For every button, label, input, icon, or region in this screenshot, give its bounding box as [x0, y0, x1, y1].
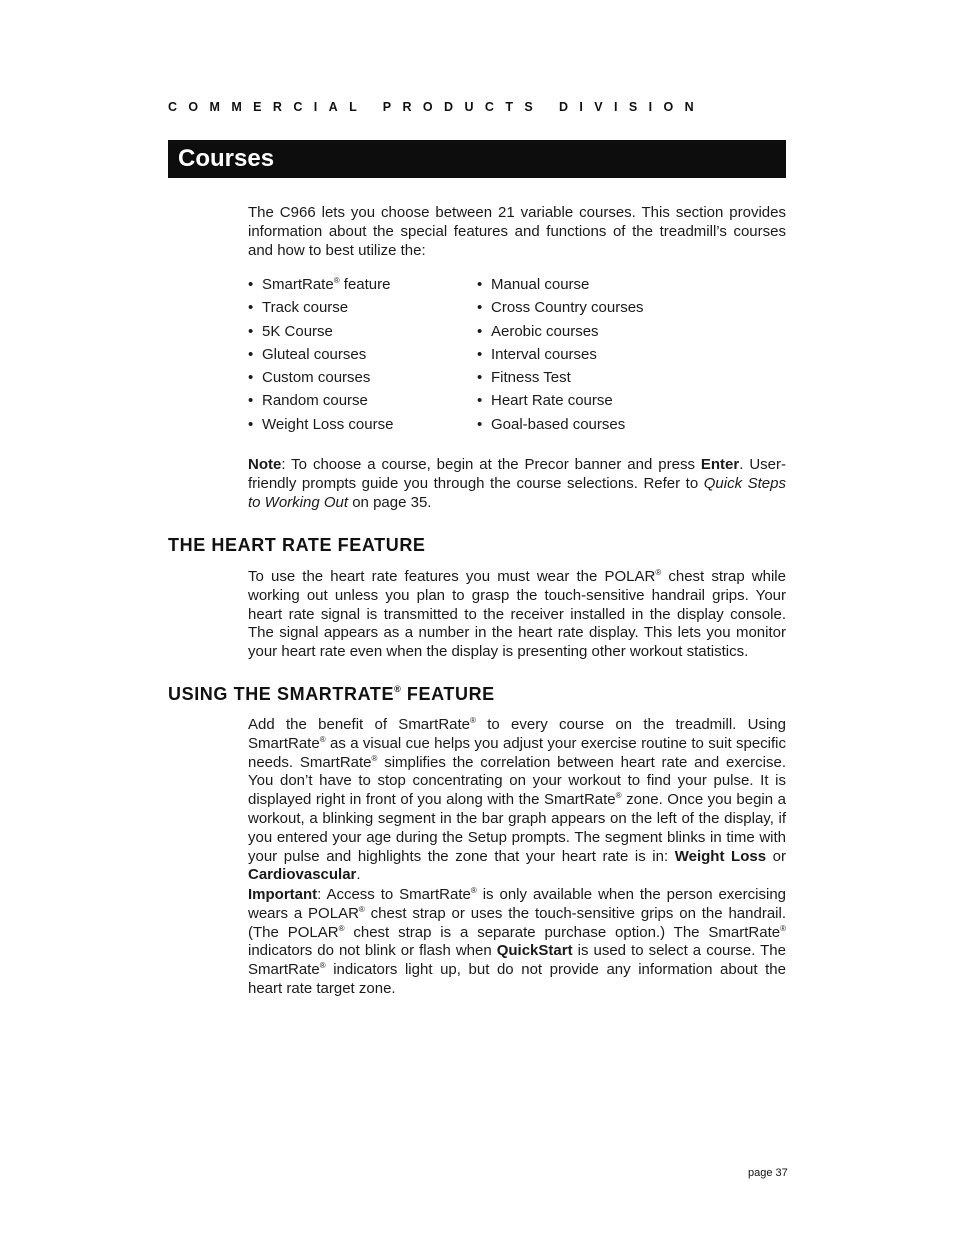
list-item: • Aerobic courses [477, 323, 644, 346]
heart-rate-heading: THE HEART RATE FEATURE [168, 535, 426, 555]
list-item: • Gluteal courses [248, 346, 393, 369]
list-item: • Track course [248, 299, 393, 322]
note-paragraph: Note: To choose a course, begin at the Precor banner and press Enter. User-friendly prompts guide you through the course selections. Refer to Quick Steps to Working Out on page 35. [248, 456, 787, 511]
list-item: • Random course [248, 392, 393, 415]
division-header: COMMERCIAL PRODUCTS DIVISION [168, 100, 706, 114]
heart-rate-paragraph: To use the heart rate features you must wear the POLAR® chest strap while working out unless you plan to grasp the touch-sensitive handrail grips. Your heart rate signal is transmitted to the receiver installed in the display console. The signal appears as a number in the heart rate display. This lets you monitor your heart rate even when the display is presenting other workout statistics. [248, 568, 786, 661]
smartrate-paragraph: Add the benefit of SmartRate® to every course on the treadmill. Using SmartRate® as a visual cue helps you adjust your exercise routine to suit specific needs. SmartRate® simplifies the correlation between heart rate and exercise. You don’t have to stop concentrating on your workout to find your pulse. It is displayed right in front of you along with the SmartRate® zone. Once you begin a workout, a blinking segment in the bar graph appears on the left of the display, if you entered your age during the Setup prompts. The segment blinks in time with your pulse and highlights the zone that your heart rate is in: Weight Loss or Cardiovascular. [248, 716, 786, 884]
cardiovascular-zone: Cardiovascular [248, 866, 357, 884]
list-item: • Cross Country courses [477, 299, 644, 322]
page-title: Courses [168, 140, 786, 178]
list-item: • Fitness Test [477, 369, 644, 392]
important-paragraph: Important: Access to SmartRate® is only available when the person exercising wears a POLAR® chest strap or uses the touch-sensitive grips on the handrail. (The POLAR® chest strap is a separate purchase option.) The SmartRate® indicators do not blink or flash when QuickStart is used to select a course. The SmartRate® indicators light up, but do not provide any information about the heart rate target zone. [248, 886, 786, 997]
cross-reference: Quick Steps to Working Out [248, 474, 786, 511]
weight-loss-zone: Weight Loss [674, 847, 767, 865]
quickstart-label: QuickStart [496, 942, 573, 960]
page-number: page 37 [748, 1167, 788, 1179]
note-label: Note [248, 456, 282, 473]
smartrate-heading: USING THE SMARTRATE® FEATURE [168, 684, 495, 704]
list-item: • Manual course [477, 276, 644, 299]
important-label: Important [248, 886, 318, 903]
list-item: • 5K Course [248, 323, 393, 346]
enter-key-label: Enter [700, 456, 740, 473]
intro-paragraph: The C966 lets you choose between 21 variable courses. This section provides information about the special features and functions of the treadmill’s courses and how to best utilize the: [248, 204, 786, 259]
list-item: • Weight Loss course [248, 416, 393, 439]
course-list-left [248, 276, 393, 439]
list-item: • Heart Rate course [477, 392, 644, 415]
list-item: • SmartRate® feature [248, 276, 393, 299]
course-list-right [477, 276, 644, 439]
list-item: • Custom courses [248, 369, 393, 392]
list-item: • Goal-based courses [477, 416, 644, 439]
list-item: • Interval courses [477, 346, 644, 369]
